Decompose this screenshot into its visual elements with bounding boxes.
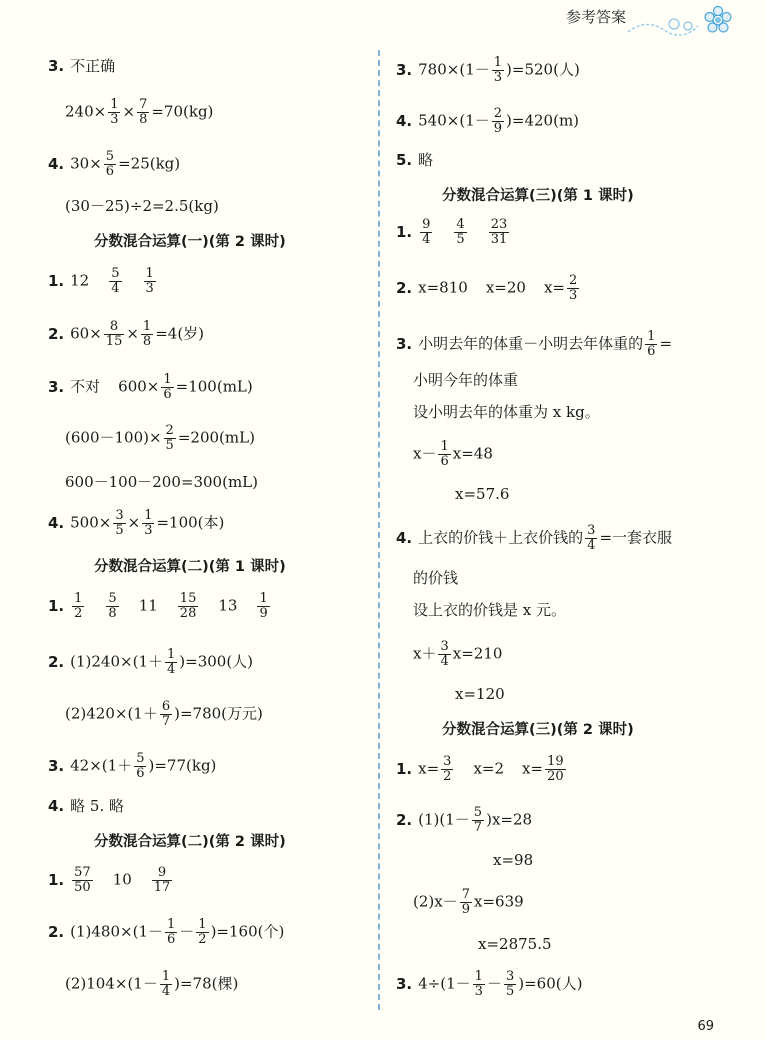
s2-answer-4-5: 4. 略 5. 略 — [48, 797, 124, 815]
section-title: 分数混合运算(二)(第 1 课时) — [94, 559, 286, 575]
column-divider — [378, 50, 380, 1010]
section-title: 分数混合运算(三)(第 2 课时) — [442, 722, 634, 738]
t-answer-4-l4: x＋ $\frac{3}{4}$ x=210 — [413, 639, 503, 669]
t-answer-3-l2: 小明今年的体重 — [413, 371, 519, 389]
t-answer-4-l2: 的价钱 — [413, 569, 459, 587]
answer-3-equation: 240× $\frac{1}{3}$ × $\frac{7}{8}$ =70(kg) — [65, 97, 214, 127]
u-answer-2b-result: x=2875.5 — [478, 935, 552, 953]
t-answer-4: 4. 上衣的价钱＋上衣价钱的 $\frac{3}{4}$ =一套衣服 — [396, 523, 673, 553]
t-answer-1: 1. $\frac{9}{4}$ $\frac{4}{5}$ $\frac{23}{31}$ — [396, 217, 508, 247]
u-answer-2: 2. (1)(1－ $\frac{5}{7}$ )x=28 — [396, 805, 533, 835]
page-number: 69 — [697, 1019, 714, 1034]
s2-answer-3: 3. 42×(1＋ $\frac{5}{6}$ )=77(kg) — [48, 751, 217, 781]
r-answer-5: 5. 略 — [396, 151, 434, 169]
t-answer-4-l5: x=120 — [455, 685, 505, 703]
answer-3: 3. 不正确 — [48, 57, 116, 75]
u-answer-2-result: x=98 — [493, 851, 534, 869]
t-answer-2: 2. x=810 x=20 x= $\frac{2}{3}$ — [396, 273, 578, 303]
t-answer-4-l3: 设上衣的价钱是 x 元。 — [413, 601, 566, 619]
section-title: 分数混合运算(二)(第 2 课时) — [94, 834, 286, 850]
s1-answer-4: 4. 500× $\frac{3}{5}$ × $\frac{1}{3}$ =100(本) — [48, 508, 225, 538]
s3-answer-2: 2. (1)480×(1－ $\frac{1}{6}$ － $\frac{1}{2}$ )=160(个) — [48, 917, 285, 947]
s2-answer-1: 1. $\frac{1}{2}$ $\frac{5}{8}$ 11 $\frac{15}{28}$ 13 $\frac{1}{9}$ — [48, 591, 268, 621]
answer-4-equation: (30－25)÷2=2.5(kg) — [65, 197, 219, 215]
answer-4: 4. 30× $\frac{5}{6}$ =25(kg) — [48, 149, 181, 179]
page-header — [0, 0, 766, 40]
r-answer-4: 4. 540×(1－ $\frac{2}{9}$ )=420(m) — [396, 106, 580, 136]
u-answer-2b: (2)x－ $\frac{7}{9}$ x=639 — [413, 887, 524, 917]
s3-answer-2b: (2)104×(1－ $\frac{1}{4}$ )=78(棵) — [65, 969, 239, 999]
flower-decoration-icon — [626, 4, 736, 38]
s3-answer-1: 1. $\frac{57}{50}$ 10 $\frac{9}{17}$ — [48, 865, 171, 895]
s1-answer-2: 2. 60× $\frac{8}{15}$ × $\frac{1}{8}$ =4(岁) — [48, 319, 205, 349]
header-title: 参考答案 — [565, 8, 626, 26]
u-answer-3: 3. 4÷(1－ $\frac{1}{3}$ － $\frac{3}{5}$ )=60(人) — [396, 969, 583, 999]
s1-answer-1: 1. 12 $\frac{5}{4}$ $\frac{1}{3}$ — [48, 266, 154, 296]
section-title: 分数混合运算(三)(第 1 课时) — [442, 188, 634, 204]
s1-answer-3-eq3: 600－100－200=300(mL) — [65, 473, 258, 491]
t-answer-3-l3: 设小明去年的体重为 x kg。 — [413, 403, 600, 421]
t-answer-3: 3. 小明去年的体重－小明去年体重的 $\frac{1}{6}$ = — [396, 329, 673, 359]
s1-answer-3: 3. 不对 600× $\frac{1}{6}$ =100(mL) — [48, 372, 253, 402]
t-answer-3-l4: x－ $\frac{1}{6}$ x=48 — [413, 439, 493, 469]
section-title: 分数混合运算(一)(第 2 课时) — [94, 234, 286, 250]
t-answer-3-l5: x=57.6 — [455, 485, 510, 503]
s2-answer-2: 2. (1)240×(1＋ $\frac{1}{4}$ )=300(人) — [48, 647, 254, 677]
r-answer-3: 3. 780×(1－ $\frac{1}{3}$ )=520(人) — [396, 55, 580, 85]
s1-answer-3-eq2: (600－100)× $\frac{2}{5}$ =200(mL) — [65, 423, 255, 453]
s2-answer-2b: (2)420×(1＋ $\frac{6}{7}$ )=780(万元) — [65, 699, 263, 729]
u-answer-1: 1. x= $\frac{3}{2}$ x=2 x= $\frac{19}{20}$ — [396, 754, 564, 784]
